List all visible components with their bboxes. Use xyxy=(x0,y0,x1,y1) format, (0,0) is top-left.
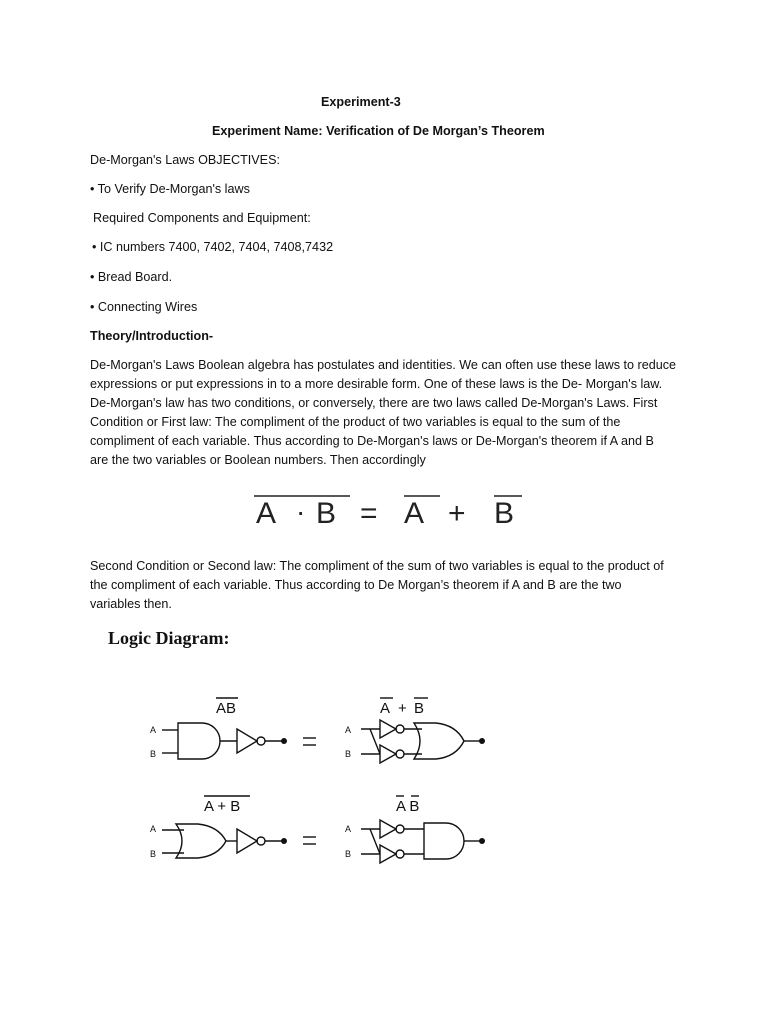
formula-rhs-b: B xyxy=(494,497,515,530)
formula-equals: = xyxy=(360,497,378,530)
theory-line: De-Morgan's Laws Boolean algebra has postulates and identities. We can often use these laws to reduce xyxy=(90,358,677,372)
row1-right-label-b: B xyxy=(414,700,425,717)
row1-right-label-plus: + xyxy=(398,700,407,717)
row1-left-input-a: A xyxy=(150,725,157,735)
second-law-line: Second Condition or Second law: The compliment of the sum of two variables is equal to the product of xyxy=(90,559,664,573)
component-item-ic: • IC numbers 7400, 7402, 7404, 7408,7432 xyxy=(92,240,334,254)
objectives-heading: De-Morgan's Laws OBJECTIVES: xyxy=(90,153,280,167)
theory-line: De-Morgan's law has two conditions, or conversely, there are two laws called De-Morgan's Laws. First xyxy=(90,396,658,410)
second-law-line: variables then. xyxy=(90,597,172,611)
formula-dot: · xyxy=(296,496,306,527)
theory-line: Condition or First law: The compliment of the product of two variables is equal to the sum of the xyxy=(90,415,621,429)
row1-right-label-a: A xyxy=(380,700,391,717)
row2-right-label: A B xyxy=(396,798,420,815)
objective-item: • To Verify De-Morgan's laws xyxy=(90,182,250,196)
row2-left-input-a: A xyxy=(150,824,157,834)
formula-plus: + xyxy=(448,497,466,530)
theory-line: expressions or put expressions in to a more desirable form. One of these laws is the De- Morgan's law. xyxy=(90,377,663,391)
theory-heading: Theory/Introduction- xyxy=(90,329,214,343)
formula-lhs-b: B xyxy=(316,497,337,530)
row1-right-input-b: B xyxy=(345,749,352,759)
component-item-breadboard: • Bread Board. xyxy=(90,270,173,284)
second-law-line: the compliment of each variable. Thus according to De Morgan’s theorem if A and B are the two xyxy=(90,578,622,592)
logic-diagram-title: Logic Diagram: xyxy=(108,628,230,648)
row2-right-input-a: A xyxy=(345,824,352,834)
row2-right-input-b: B xyxy=(345,849,352,859)
row2-left-label: A + B xyxy=(204,798,241,815)
row2-left-input-b: B xyxy=(150,849,157,859)
formula-lhs-a: A xyxy=(256,497,277,530)
row1-left-input-b: B xyxy=(150,749,157,759)
row1-left-label: AB xyxy=(216,700,237,717)
experiment-number: Experiment-3 xyxy=(321,95,401,109)
experiment-name: Experiment Name: Verification of De Morgan’s Theorem xyxy=(212,124,545,138)
component-item-wires: • Connecting Wires xyxy=(90,300,198,314)
theory-line: are the two variables or Boolean numbers. Then accordingly xyxy=(90,453,426,467)
formula-rhs-a: A xyxy=(404,497,425,530)
row1-right-input-a: A xyxy=(345,725,352,735)
theory-line: compliment of each variable. Thus according to De-Morgan's laws or De-Morgan's theorem if A and B xyxy=(90,434,654,448)
components-heading: Required Components and Equipment: xyxy=(93,211,311,225)
